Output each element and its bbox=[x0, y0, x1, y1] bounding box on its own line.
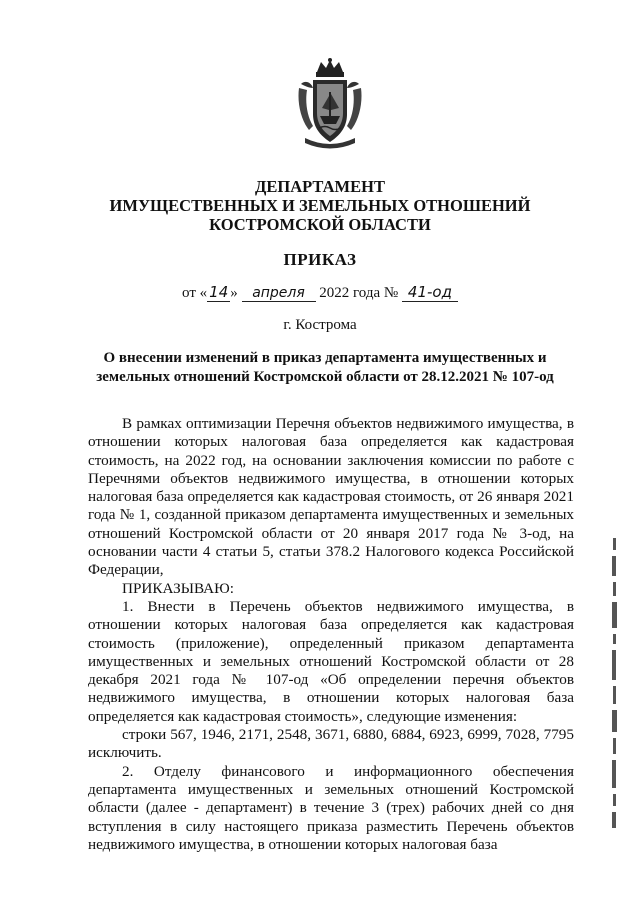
vertical-stamp-mark bbox=[608, 538, 622, 828]
order-month: апреля bbox=[242, 285, 316, 302]
order-body bbox=[88, 415, 574, 854]
department-line-1: ДЕПАРТАМЕНТ bbox=[255, 177, 385, 196]
paragraph-item-2: 2. Отделу финансового и информационного обеспечения департамента имущественных и земельных отношений Костромской области (далее - департамент) в течение 3 (трех) рабочих дней со дня вступления в силу настоящего приказа разместить Перечень объектов недвижимого имущества, в отношении которых налоговая база bbox=[88, 762, 574, 853]
date-mid: » bbox=[230, 285, 238, 301]
department-line-2: ИМУЩЕСТВЕННЫХ И ЗЕМЕЛЬНЫХ ОТНОШЕНИЙ bbox=[109, 196, 531, 215]
order-number: 41-од bbox=[402, 283, 458, 302]
order-date-line bbox=[0, 283, 640, 302]
city: г. Кострома bbox=[283, 317, 357, 333]
order-year-text: 2022 года № bbox=[319, 285, 399, 301]
department-line-3: КОСТРОМСКОЙ ОБЛАСТИ bbox=[209, 215, 431, 234]
paragraph-order-keyword: ПРИКАЗЫВАЮ: bbox=[122, 579, 234, 597]
date-prefix: от « bbox=[182, 285, 208, 301]
paragraph-preamble: В рамках оптимизации Перечня объектов недвижимого имущества, в отношении которых налоговая база определяется как кадастровая стоимость, на 2022 год, на основании заключения комиссии по работе с Перечнями объектов недвижимого имущества, в отношении которых налоговая база определяется как кадастровая стоимость, от 26 января 2021 года № 1, созданной приказом департамента имущественных и земельных отношений Костромской области от 20 января 2017 года № 3-од, на основании части 4 статьи 5, статьи 378.2 Налогового кодекса Российской Федерации, bbox=[88, 415, 574, 579]
order-subject: О внесении изменений в приказ департамента имущественных и земельных отношений Костромской области от 28.12.2021 № 107-од bbox=[96, 350, 554, 385]
order-title: ПРИКАЗ bbox=[283, 250, 357, 269]
paragraph-item-1: 1. Внести в Перечень объектов недвижимого имущества, в отношении которых налоговая база определяется как кадастровая стоимость (приложение), определенный приказом департамента имущественных и земельных отношений Костромской области от 28 декабря 2021 года № 107-од «Об определении перечня объектов недвижимого имущества, в отношении которых налоговая база определяется как кадастровая стоимость», следующие изменения: bbox=[88, 597, 574, 725]
coat-of-arms-icon bbox=[295, 58, 365, 154]
department-name bbox=[0, 177, 640, 234]
paragraph-rows-excluded: строки 567, 1946, 2171, 2548, 3671, 6880, 6884, 6923, 6999, 7028, 7795 исключить. bbox=[88, 726, 574, 762]
order-day: 14 bbox=[209, 283, 229, 301]
